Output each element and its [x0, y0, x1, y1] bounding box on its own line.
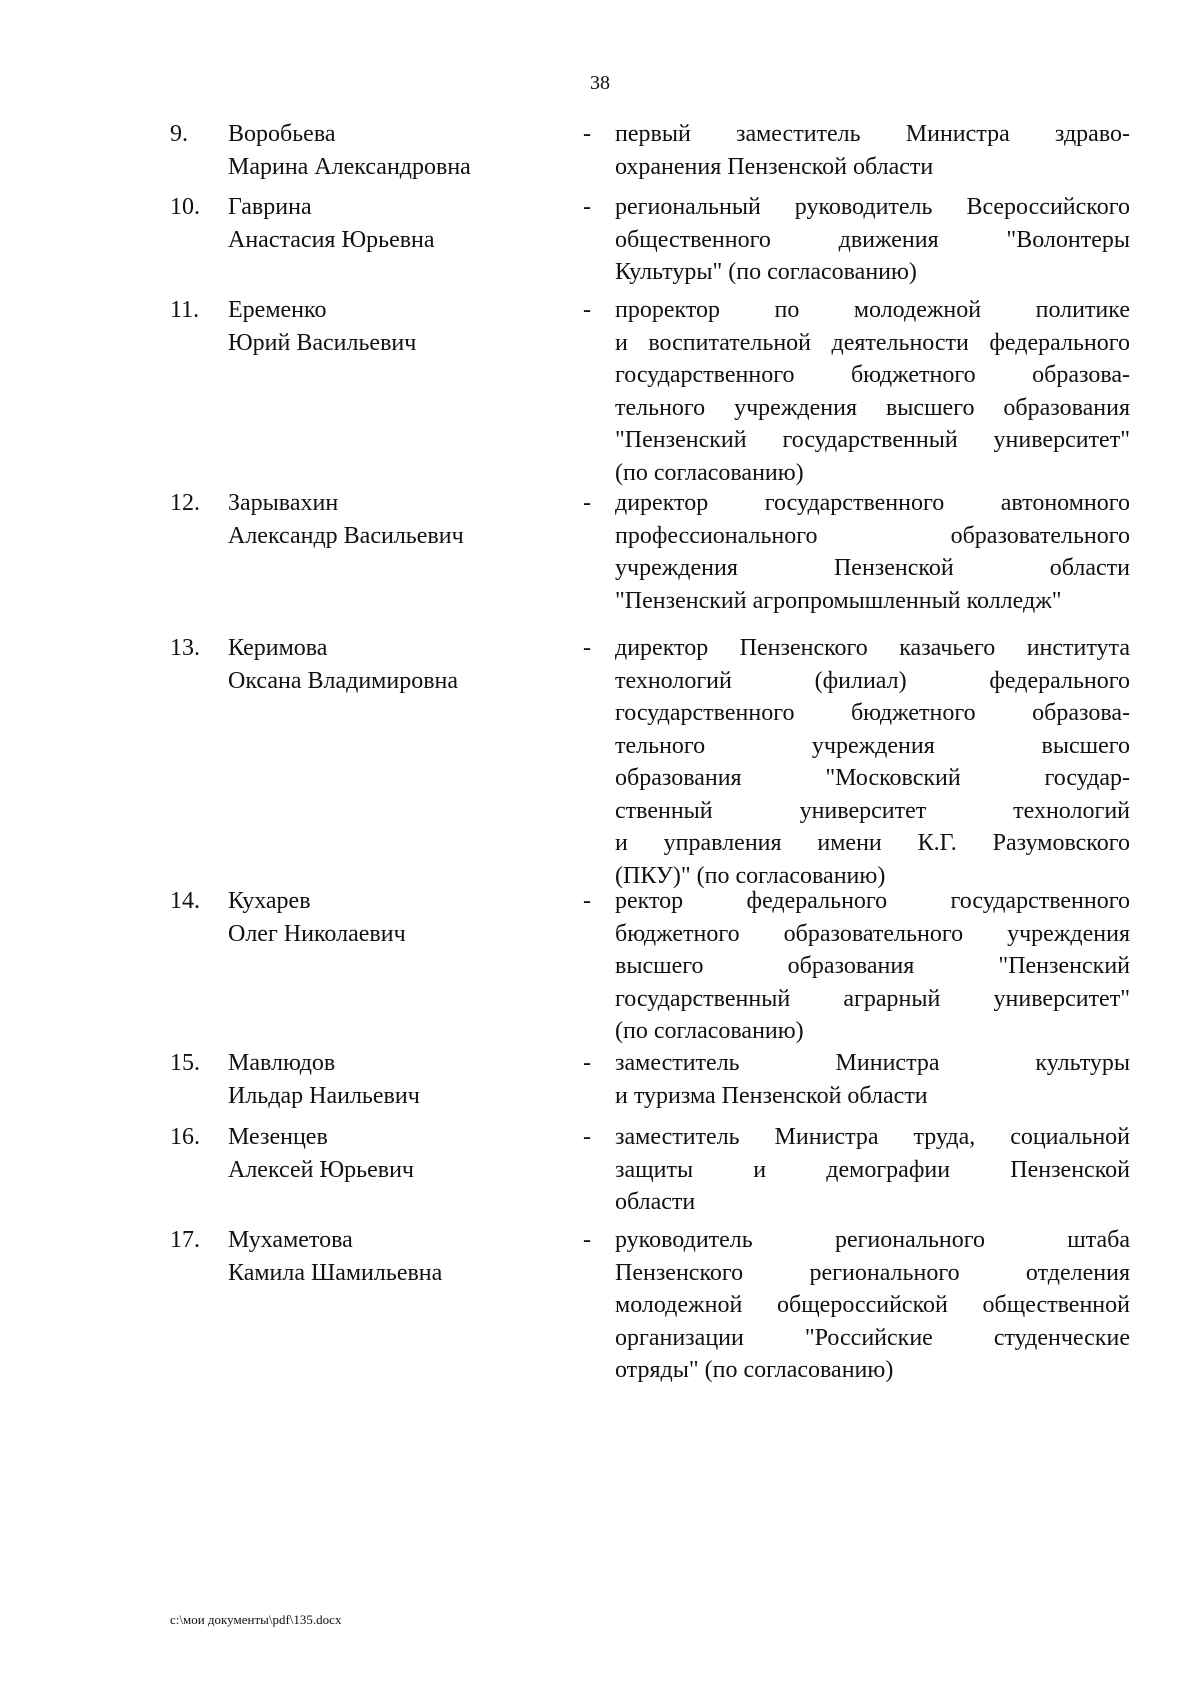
dash-separator: - [583, 1227, 591, 1253]
description-line: (по согласованию) [615, 1018, 804, 1044]
description-line: общественного движения "Волонтеры [615, 226, 1130, 253]
person-given-names: Алексей Юрьевич [228, 1156, 414, 1183]
person-surname: Мезенцев [228, 1124, 328, 1150]
dash-separator: - [583, 121, 591, 147]
description-line: директор государственного автономного [615, 490, 1130, 516]
person-given-names: Оксана Владимировна [228, 667, 459, 694]
person-given-names: Камила Шамильевна [228, 1259, 443, 1286]
person-surname: Зарывахин [228, 490, 339, 516]
description-line: профессионального образовательного [615, 522, 1130, 549]
position-description [615, 191, 1130, 289]
dash-separator: - [583, 194, 591, 220]
description-line: тельного учреждения высшего [615, 732, 1130, 759]
description-line: (по согласованию) [615, 459, 804, 486]
description-line: молодежной общероссийской общественной [615, 1292, 1130, 1318]
footer-file-path: c:\мои документы\pdf\135.docx [170, 1612, 342, 1627]
description-line: защиты и демографии Пензенской [615, 1156, 1130, 1183]
person-surname: Мухаметова [228, 1227, 353, 1253]
person-surname: Гаврина [228, 194, 312, 220]
description-line: заместитель Министра труда, социальной [615, 1124, 1130, 1150]
position-description [615, 487, 1130, 617]
position-description [615, 1047, 1130, 1112]
item-number: 11. [170, 297, 200, 323]
person-name [228, 1047, 568, 1112]
person-surname: Воробьева [228, 121, 336, 147]
description-line: "Пензенский государственный университет" [615, 427, 1130, 453]
description-line: руководитель регионального штаба [615, 1227, 1130, 1253]
dash-separator: - [583, 297, 591, 323]
description-line: проректор по молодежной политике [615, 297, 1130, 323]
description-line: и управления имени К.Г. Разумовского [615, 830, 1130, 856]
item-number: 16. [170, 1124, 200, 1150]
person-surname: Мавлюдов [228, 1050, 336, 1076]
description-line: учреждения Пензенской области [615, 555, 1130, 581]
dash-separator: - [583, 888, 591, 914]
person-name [228, 191, 568, 256]
person-surname: Керимова [228, 635, 328, 661]
description-line: Культуры" (по согласованию) [615, 259, 917, 285]
item-number: 14. [170, 888, 200, 914]
description-line: Пензенского регионального отделения [615, 1259, 1130, 1286]
person-name [228, 1224, 568, 1289]
person-given-names: Марина Александровна [228, 153, 471, 180]
position-description [615, 632, 1130, 892]
item-number: 9. [170, 121, 188, 147]
dash-separator: - [583, 635, 591, 661]
person-name [228, 487, 568, 552]
description-line: государственного бюджетного образова- [615, 362, 1130, 388]
description-line: тельного учреждения высшего образования [615, 394, 1130, 421]
description-line: заместитель Министра культуры [615, 1050, 1130, 1076]
description-line: первый заместитель Министра здраво- [615, 121, 1130, 147]
person-given-names: Анастасия Юрьевна [228, 226, 435, 253]
position-description [615, 118, 1130, 183]
item-number: 17. [170, 1227, 200, 1253]
description-line: охранения Пензенской области [615, 153, 934, 180]
description-line: области [615, 1189, 696, 1215]
person-name [228, 118, 568, 183]
description-line: директор Пензенского казачьего института [615, 635, 1130, 661]
description-line: (ПКУ)" (по согласованию) [615, 862, 886, 889]
description-line: государственного бюджетного образова- [615, 700, 1130, 726]
description-line: бюджетного образовательного учреждения [615, 920, 1130, 947]
description-line: высшего образования "Пензенский [615, 953, 1130, 979]
description-line: образования "Московский государ- [615, 765, 1130, 791]
item-number: 13. [170, 635, 200, 661]
item-number: 12. [170, 490, 200, 516]
description-line: ректор федерального государственного [615, 888, 1130, 914]
position-description [615, 1121, 1130, 1219]
person-name [228, 1121, 568, 1186]
person-name [228, 885, 568, 950]
description-line: "Пензенский агропромышленный колледж" [615, 587, 1062, 614]
position-description [615, 294, 1130, 489]
item-number: 10. [170, 194, 200, 220]
person-given-names: Олег Николаевич [228, 920, 406, 947]
description-line: технологий (филиал) федерального [615, 667, 1130, 694]
description-line: и воспитательной деятельности федерального [615, 329, 1130, 356]
description-line: региональный руководитель Всероссийского [615, 194, 1130, 220]
description-line: отряды" (по согласованию) [615, 1357, 894, 1383]
person-given-names: Ильдар Наильевич [228, 1082, 420, 1109]
person-name [228, 294, 568, 359]
dash-separator: - [583, 1050, 591, 1076]
description-line: ственный университет технологий [615, 797, 1130, 824]
item-number: 15. [170, 1050, 200, 1076]
description-line: и туризма Пензенской области [615, 1082, 928, 1109]
dash-separator: - [583, 490, 591, 516]
person-given-names: Юрий Васильевич [228, 329, 417, 356]
person-surname: Еременко [228, 297, 327, 323]
person-name [228, 632, 568, 697]
dash-separator: - [583, 1124, 591, 1150]
person-given-names: Александр Васильевич [228, 522, 464, 549]
page-number: 38 [590, 72, 610, 94]
position-description [615, 885, 1130, 1048]
person-surname: Кухарев [228, 888, 311, 914]
description-line: организации "Российские студенческие [615, 1324, 1130, 1351]
description-line: государственный аграрный университет" [615, 985, 1130, 1012]
position-description [615, 1224, 1130, 1387]
